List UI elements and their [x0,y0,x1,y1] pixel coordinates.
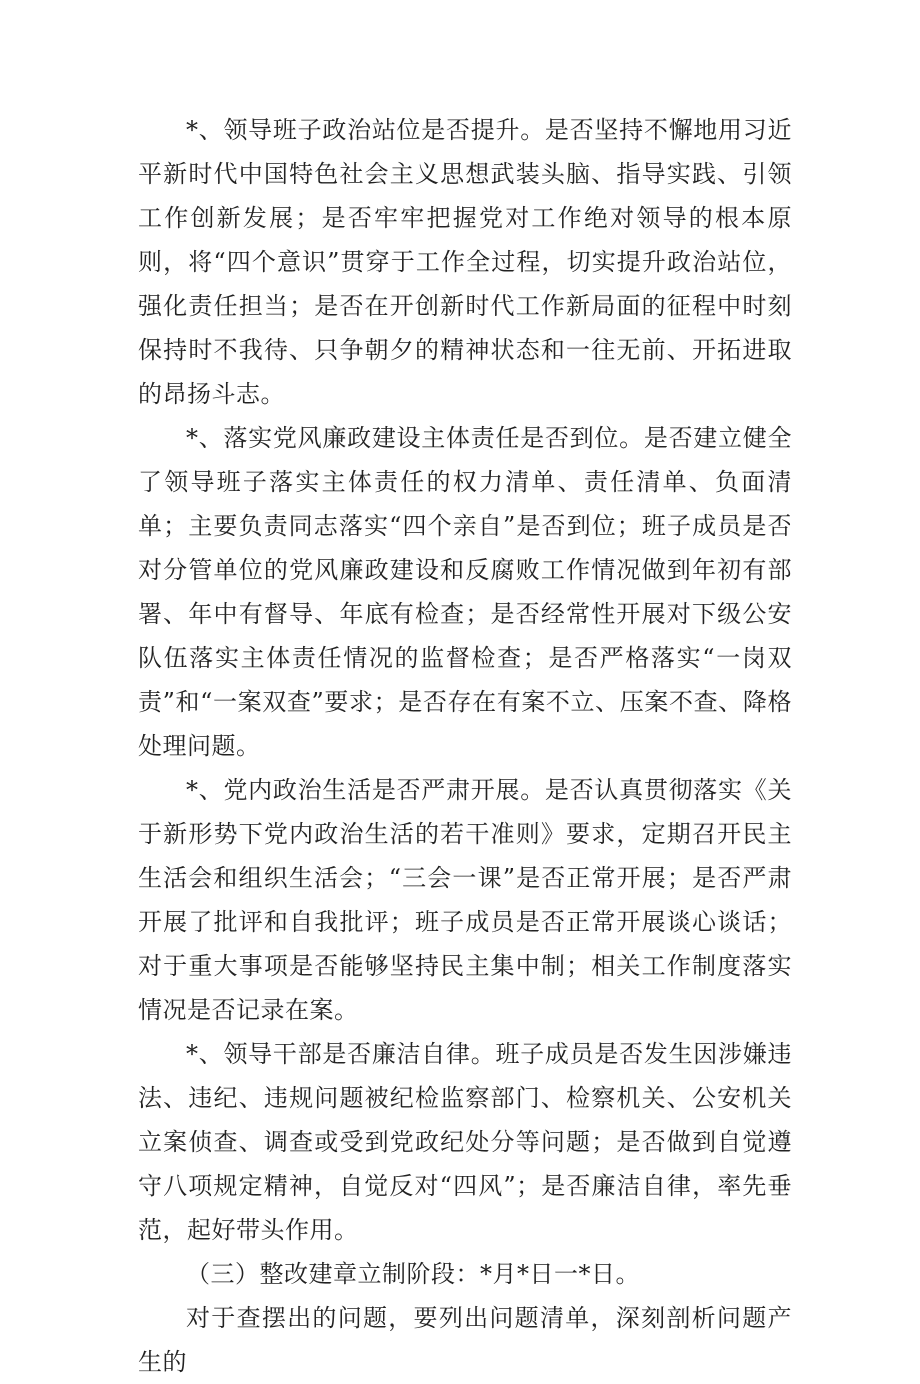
paragraph-cadre-integrity: *、领导干部是否廉洁自律。班子成员是否发生因涉嫌违法、违纪、违规问题被纪检监察部门、检察机关、公安机关立案侦查、调查或受到党政纪处分等问题；是否做到自觉遵守八项规定精神，自觉反对“四风”；是否廉洁自律，率先垂范，起好带头作用。 [138,1040,792,1244]
paragraph-rectification: 对于查摆出的问题，要列出问题清单，深刻剖析问题产生的 [138,1304,792,1376]
paragraph-inner-party-life: *、党内政治生活是否严肃开展。是否认真贯彻落实《关于新形势下党内政治生活的若干准则》要求，定期召开民主生活会和组织生活会；“三会一课”是否正常开展；是否严肃开展了批评和自我批评；班子成员是否正常开展谈心谈话；对于重大事项是否能够坚持民主集中制；相关工作制度落实情况是否记录在案。 [138,776,792,1024]
document-body [138,108,792,1384]
section-heading-stage-three: （三）整改建章立制阶段：*月*日一*日。 [186,1260,640,1288]
paragraph-party-conduct: *、落实党风廉政建设主体责任是否到位。是否建立健全了领导班子落实主体责任的权力清单、责任清单、负面清单；主要负责同志落实“四个亲自”是否到位；班子成员是否对分管单位的党风廉政建设和反腐败工作情况做到年初有部署、年中有督导、年底有检查；是否经常性开展对下级公安队伍落实主体责任情况的监督检查；是否严格落实“一岗双责”和“一案双查”要求；是否存在有案不立、压案不查、降格处理问题。 [138,424,792,760]
paragraph-political-stance: *、领导班子政治站位是否提升。是否坚持不懈地用习近平新时代中国特色社会主义思想武装头脑、指导实践、引领工作创新发展；是否牢牢把握党对工作绝对领导的根本原则，将“四个意识”贯穿于工作全过程，切实提升政治站位，强化责任担当；是否在开创新时代工作新局面的征程中时刻保持时不我待、只争朝夕的精神状态和一往无前、开拓进取的昂扬斗志。 [138,116,792,408]
